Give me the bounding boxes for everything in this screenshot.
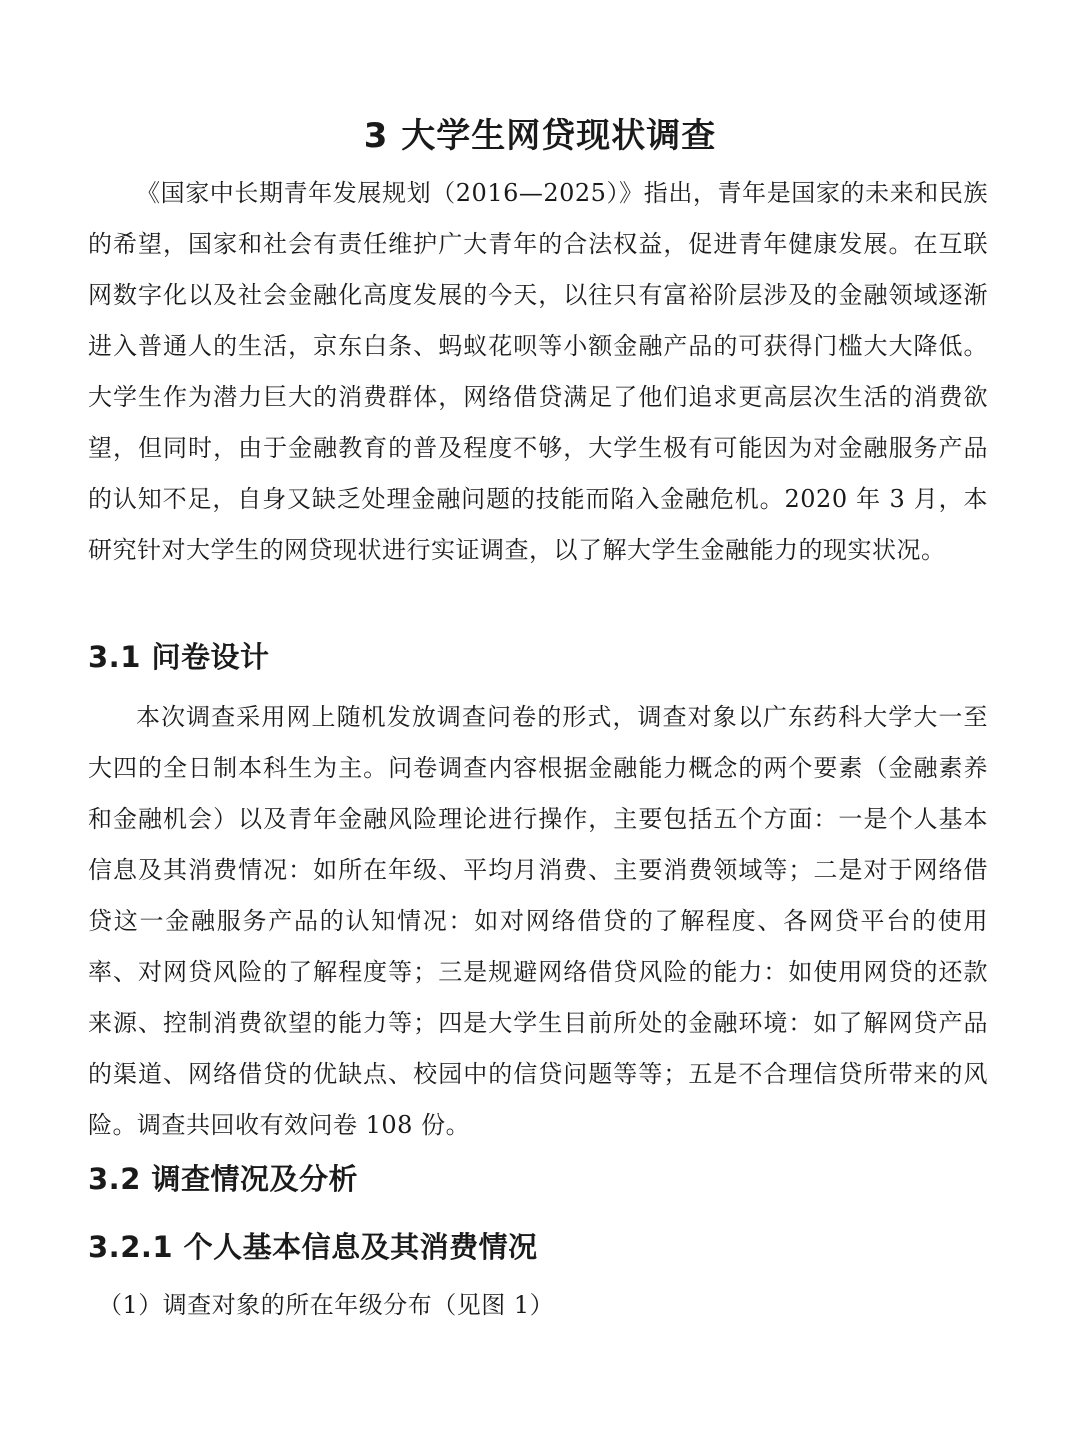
list-item: （1）调查对象的所在年级分布（见图 1） — [98, 1291, 555, 1319]
section-3-1-paragraph: 本次调查采用网上随机发放调查问卷的形式，调查对象以广东药科大学大一至大四的全日制本科生为主。问卷调查内容根据金融能力概念的两个要素（金融素养和金融机会）以及青年金融风险理论进行操作，主要包括五个方面：一是个人基本信息及其消费情况：如所在年级、平均月消费、主要消费领域等；二是对于网络借贷这一金融服务产品的认知情况：如对网络借贷的了解程度、各网贷平台的使用率、对网贷风险的了解程度等；三是规避网络借贷风险的能力：如使用网贷的还款来源、控制消费欲望的能力等；四是大学生目前所处的金融环境：如了解网贷产品的渠道、网络借贷的优缺点、校园中的信贷问题等等；五是不合理信贷所带来的风险。调查共回收有效问卷 108 份。 — [88, 703, 988, 1139]
section-3-2-heading: 3.2 调查情况及分析 — [88, 1162, 358, 1196]
section-3-2-1-heading: 3.2.1 个人基本信息及其消费情况 — [88, 1230, 538, 1264]
chapter-title: 3 大学生网贷现状调查 — [363, 116, 717, 156]
intro-paragraph: 《国家中长期青年发展规划（2016—2025）》指出，青年是国家的未来和民族的希望，国家和社会有责任维护广大青年的合法权益，促进青年健康发展。在互联网数字化以及社会金融化高度发展的今天，以往只有富裕阶层涉及的金融领域逐渐进入普通人的生活，京东白条、蚂蚁花呗等小额金融产品的可获得门槛大大降低。大学生作为潜力巨大的消费群体，网络借贷满足了他们追求更高层次生活的消费欲望，但同时，由于金融教育的普及程度不够，大学生极有可能因为对金融服务产品的认知不足，自身又缺乏处理金融问题的技能而陷入金融危机。2020 年 3 月，本研究针对大学生的网贷现状进行实证调查，以了解大学生金融能力的现实状况。 — [88, 179, 988, 564]
section-3-1-heading: 3.1 问卷设计 — [88, 640, 270, 674]
